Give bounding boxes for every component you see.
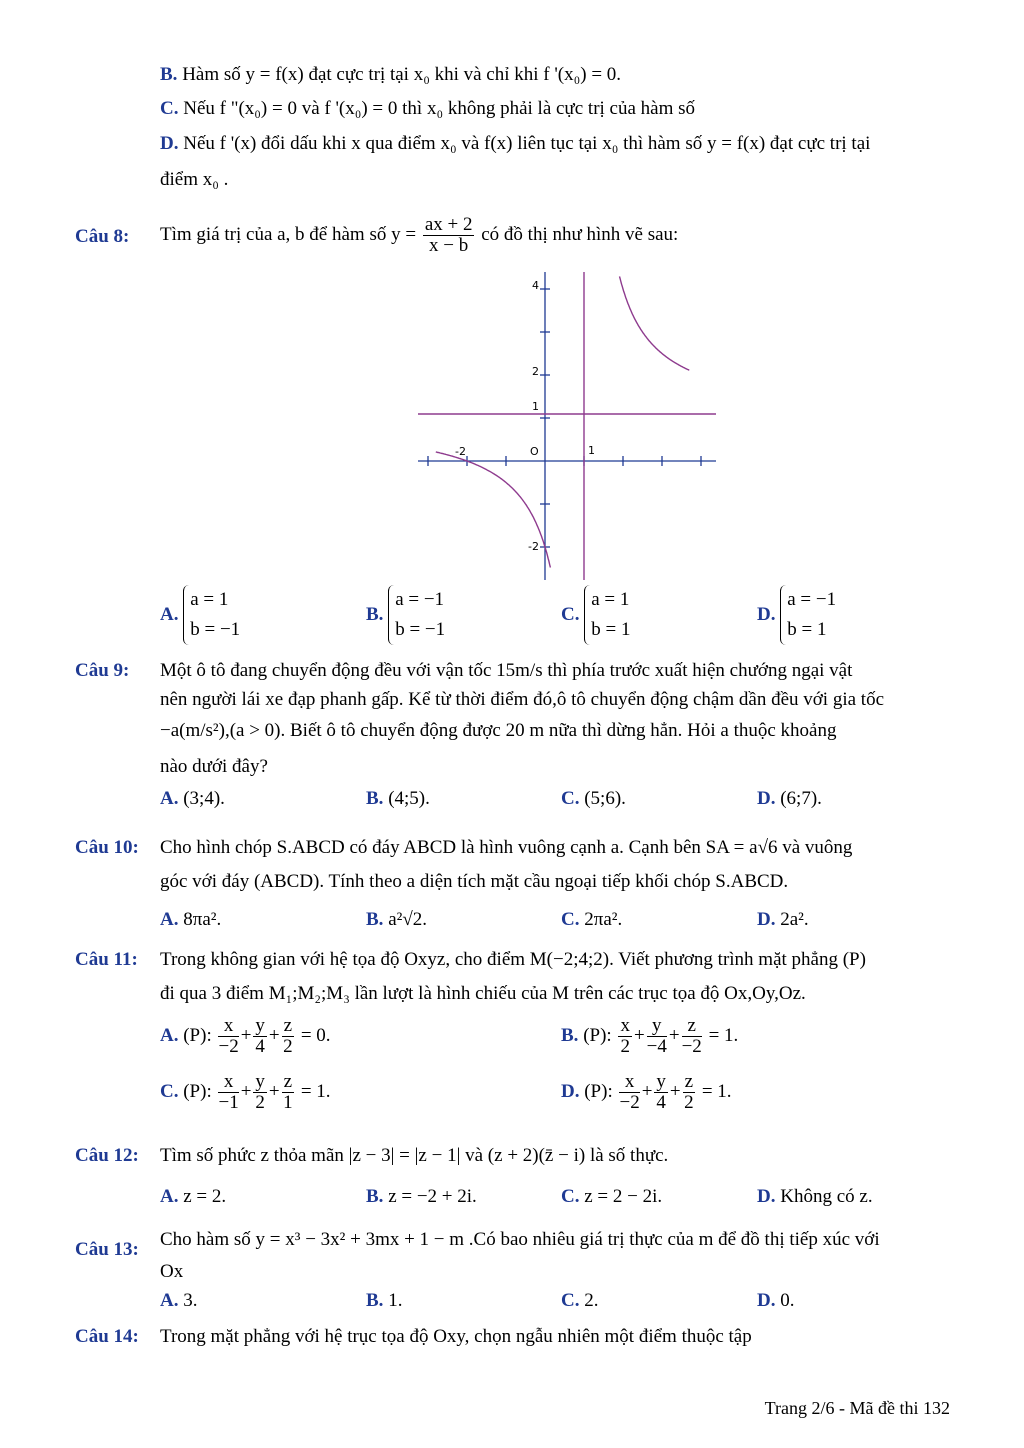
tick-label-x1: 1 [588,444,595,457]
option-rhs: = 0. [300,1024,331,1046]
option-label: C. [561,1186,580,1207]
frac-num: x [218,1016,238,1037]
option-text: 8πa². [183,909,222,930]
frac-den: −2 [218,1036,239,1057]
option-label: D. [757,604,776,625]
frac-den: 2 [684,1092,694,1113]
question-number: Câu 12: [75,1145,139,1166]
system-line: b = 1 [787,619,827,640]
frac-num: x [620,1015,630,1036]
frac-den: −4 [646,1036,667,1057]
option-text: (6;7). [780,788,822,809]
q7-option-d-cont: điểm x₀ . [160,169,229,190]
q9-line: nên người lái xe đạp phanh gấp. Kể từ thời điểm đó,ô tô chuyển động chậm dần đều với gia tốc [160,689,885,710]
option-label: D. [757,788,776,809]
system-line: a = 1 [190,589,229,610]
fraction [253,1072,267,1113]
q13-option-c [561,1290,598,1312]
option-text: 1. [388,1290,403,1311]
option-text: a²√2. [388,909,427,930]
frac-den: 1 [283,1092,293,1113]
system-line: a = −1 [395,589,445,610]
frac-num: y [255,1071,265,1092]
frac-den: −2 [681,1036,702,1057]
option-label: D. [757,1290,776,1311]
q8-stem [160,212,678,258]
q7-option-c [160,98,695,120]
option-text: z = −2 + 2i. [388,1186,477,1207]
frac-num: y [255,1015,265,1036]
option-label: D. [561,1080,580,1102]
page-footer: Trang 2/6 - Mã đề thi 132 [764,1398,950,1418]
option-label: A. [160,1186,179,1207]
system-line: b = −1 [395,619,446,640]
frac-num: y [647,1016,667,1037]
option-label: D. [757,909,776,930]
axis-ticks [428,289,701,547]
question-number: Câu 9: [75,660,130,681]
tick-label-y2: 2 [532,365,539,378]
fraction [253,1016,267,1057]
option-prefix: (P): [183,1024,212,1046]
q8-text-before: Tìm giá trị của a, b để hàm số y = [160,224,417,245]
q11-option-a: A. (P): $\frac{x}{-2}$ + $\frac{y}{4}$ + $\frac{z}{2}$ = 0. [160,1015,331,1057]
q9-option-d [757,788,822,810]
q9-line: Một ô tô đang chuyển động đều với vận tốc 15m/s thì phía trước xuất hiện chướng ngại vật [160,660,853,681]
option-label: C. [561,1290,580,1311]
question-number: Câu 14: [75,1326,139,1347]
tick-label-y4: 4 [532,279,539,292]
option-prefix: (P): [583,1024,612,1046]
q14-line: Trong mặt phẳng với hệ trục tọa độ Oxy, chọn ngẫu nhiên một điểm thuộc tập [160,1326,752,1347]
q12-option-a [160,1186,226,1208]
frac-den: 4 [656,1092,666,1113]
q8-graph [415,268,720,583]
tick-label-y-neg2: -2 [528,540,539,553]
q12-line: Tìm số phức z thỏa mãn |z − 3| = |z − 1| và (z + 2)(z̄ − i) là số thực. [160,1145,669,1166]
q11-option-c: C. (P): $\frac{x}{-1}$ + $\frac{y}{2}$ + $\frac{z}{1}$ = 1. [160,1071,331,1113]
option-text: Nếu f '(x) đổi dấu khi x qua điểm x₀ và f(x) liên tục tại x₀ thì hàm số y = f(x) đạt cực trị tại [183,133,871,154]
option-text: (5;6). [584,788,626,809]
option-system [388,585,445,645]
option-prefix: (P): [584,1080,613,1102]
option-text: z = 2 − 2i. [584,1186,663,1207]
option-text: 2πa². [584,909,623,930]
q8-option-a [160,585,240,645]
question-number: Câu 8: [75,226,130,247]
q10-line: góc với đáy (ABCD). Tính theo a diện tích mặt cầu ngoại tiếp khối chóp S.ABCD. [160,871,789,892]
option-system [780,585,836,645]
q10-option-b [366,909,427,931]
q8-option-c [561,585,630,645]
option-label: C. [160,1080,179,1102]
system-line: b = −1 [190,619,241,640]
option-label: A. [160,788,179,809]
q11-option-b: B. (P): $\frac{x}{2}$ + $\frac{y}{-4}$ + $\frac{z}{-2}$ = 1. [561,1015,739,1057]
frac-den: −1 [218,1092,239,1113]
frac-num: z [283,1015,293,1036]
fraction [218,1072,238,1113]
option-label: C. [561,788,580,809]
q10-option-c [561,909,622,931]
q13-option-a [160,1290,197,1312]
fraction [683,1072,695,1113]
option-label: D. [757,1186,776,1207]
q12-option-c [561,1186,662,1208]
frac-num: x [218,1072,238,1093]
q8-text-after: có đồ thị như hình vẽ sau: [481,224,679,245]
q7-option-b [160,64,621,86]
q8-option-d [757,585,836,645]
option-label: B. [366,1290,384,1311]
option-text: z = 2. [183,1186,227,1207]
option-text: (4;5). [388,788,430,809]
option-label: B. [366,1186,384,1207]
frac-den: 4 [255,1036,265,1057]
q10-option-d [757,909,809,931]
option-text: Không có z. [780,1186,873,1207]
fraction [619,1072,639,1113]
fraction [282,1016,294,1057]
q8-option-b [366,585,445,645]
option-label: C. [561,909,580,930]
option-label: B. [366,604,384,625]
option-text: 2a². [780,909,809,930]
system-line: a = 1 [591,589,630,610]
frac-den: 2 [255,1092,265,1113]
option-label: C. [561,604,580,625]
option-label: B. [366,788,384,809]
q8-fraction [423,215,475,256]
option-text: 2. [584,1290,599,1311]
q12-option-d [757,1186,873,1208]
frac-num: z [283,1071,293,1092]
q13-line: Cho hàm số y = x³ − 3x² + 3mx + 1 − m .Có bao nhiêu giá trị thực của m để đồ thị tiếp xúc với [160,1229,880,1250]
q9-line: −a(m/s²),(a > 0). Biết ô tô chuyển động được 20 m nữa thì dừng hẳn. Hỏi a thuộc khoảng [160,720,837,741]
fraction [218,1016,238,1057]
option-label: A. [160,909,179,930]
q8-frac-num: ax + 2 [424,214,473,236]
fraction [282,1072,294,1113]
q7-option-d [160,133,870,155]
q9-option-a [160,788,225,810]
q11-line: đi qua 3 điểm M₁;M₂;M₃ lần lượt là hình chiếu của M trên các trục tọa độ Ox,Oy,Oz. [160,983,806,1004]
q13-option-b [366,1290,402,1312]
option-label: D. [160,133,179,154]
frac-num: x [619,1072,639,1093]
q9-line: nào dưới đây? [160,756,268,777]
q12-option-b [366,1186,477,1208]
q10-line: Cho hình chóp S.ABCD có đáy ABCD là hình vuông cạnh a. Cạnh bên SA = a√6 và vuông [160,837,853,858]
question-number: Câu 10: [75,837,139,858]
fraction [654,1072,668,1113]
option-text: Hàm số y = f(x) đạt cực trị tại x₀ khi và chỉ khi f '(x₀) = 0. [182,64,622,85]
q9-option-b [366,788,430,810]
q13-option-d [757,1290,794,1312]
option-label: A. [160,1290,179,1311]
option-rhs: = 1. [708,1024,739,1046]
option-system [584,585,630,645]
curve-right-branch [620,276,690,370]
q11-line: Trong không gian với hệ tọa độ Oxyz, cho điểm M(−2;4;2). Viết phương trình mặt phẳng (P) [160,949,866,970]
q8-frac-den: x − b [429,235,469,257]
option-system [183,585,240,645]
option-text: Nếu f "(x₀) = 0 và f '(x₀) = 0 thì x₀ không phải là cực trị của hàm số [183,98,696,119]
option-label: A. [160,604,179,625]
fraction [682,1016,702,1057]
frac-den: −2 [619,1092,640,1113]
option-text: (3;4). [183,788,225,809]
q10-option-a [160,909,221,931]
question-number: Câu 11: [75,949,138,970]
option-text: 0. [780,1290,795,1311]
frac-den: 2 [283,1036,293,1057]
tick-label-y1: 1 [532,400,539,413]
tick-label-x-neg2: -2 [455,445,466,458]
q9-option-c [561,788,626,810]
system-line: a = −1 [787,589,837,610]
fraction [647,1016,667,1057]
option-label: A. [160,1024,179,1046]
option-label: B. [366,909,384,930]
option-label: B. [160,64,178,85]
origin-label: O [530,445,539,458]
frac-num: y [656,1071,666,1092]
system-line: b = 1 [591,619,631,640]
option-prefix: (P): [183,1080,212,1102]
frac-num: z [684,1071,694,1092]
option-label: B. [561,1024,579,1046]
option-text: 3. [183,1290,198,1311]
q13-line: Ox [160,1261,184,1282]
question-number: Câu 13: [75,1239,139,1260]
q11-option-d: D. (P): $\frac{x}{-2}$ + $\frac{y}{4}$ + $\frac{z}{2}$ = 1. [561,1071,732,1113]
frac-num: z [682,1016,702,1037]
option-label: C. [160,98,179,119]
fraction [618,1016,632,1057]
option-rhs: = 1. [701,1080,732,1102]
option-rhs: = 1. [300,1080,331,1102]
frac-den: 2 [620,1036,630,1057]
